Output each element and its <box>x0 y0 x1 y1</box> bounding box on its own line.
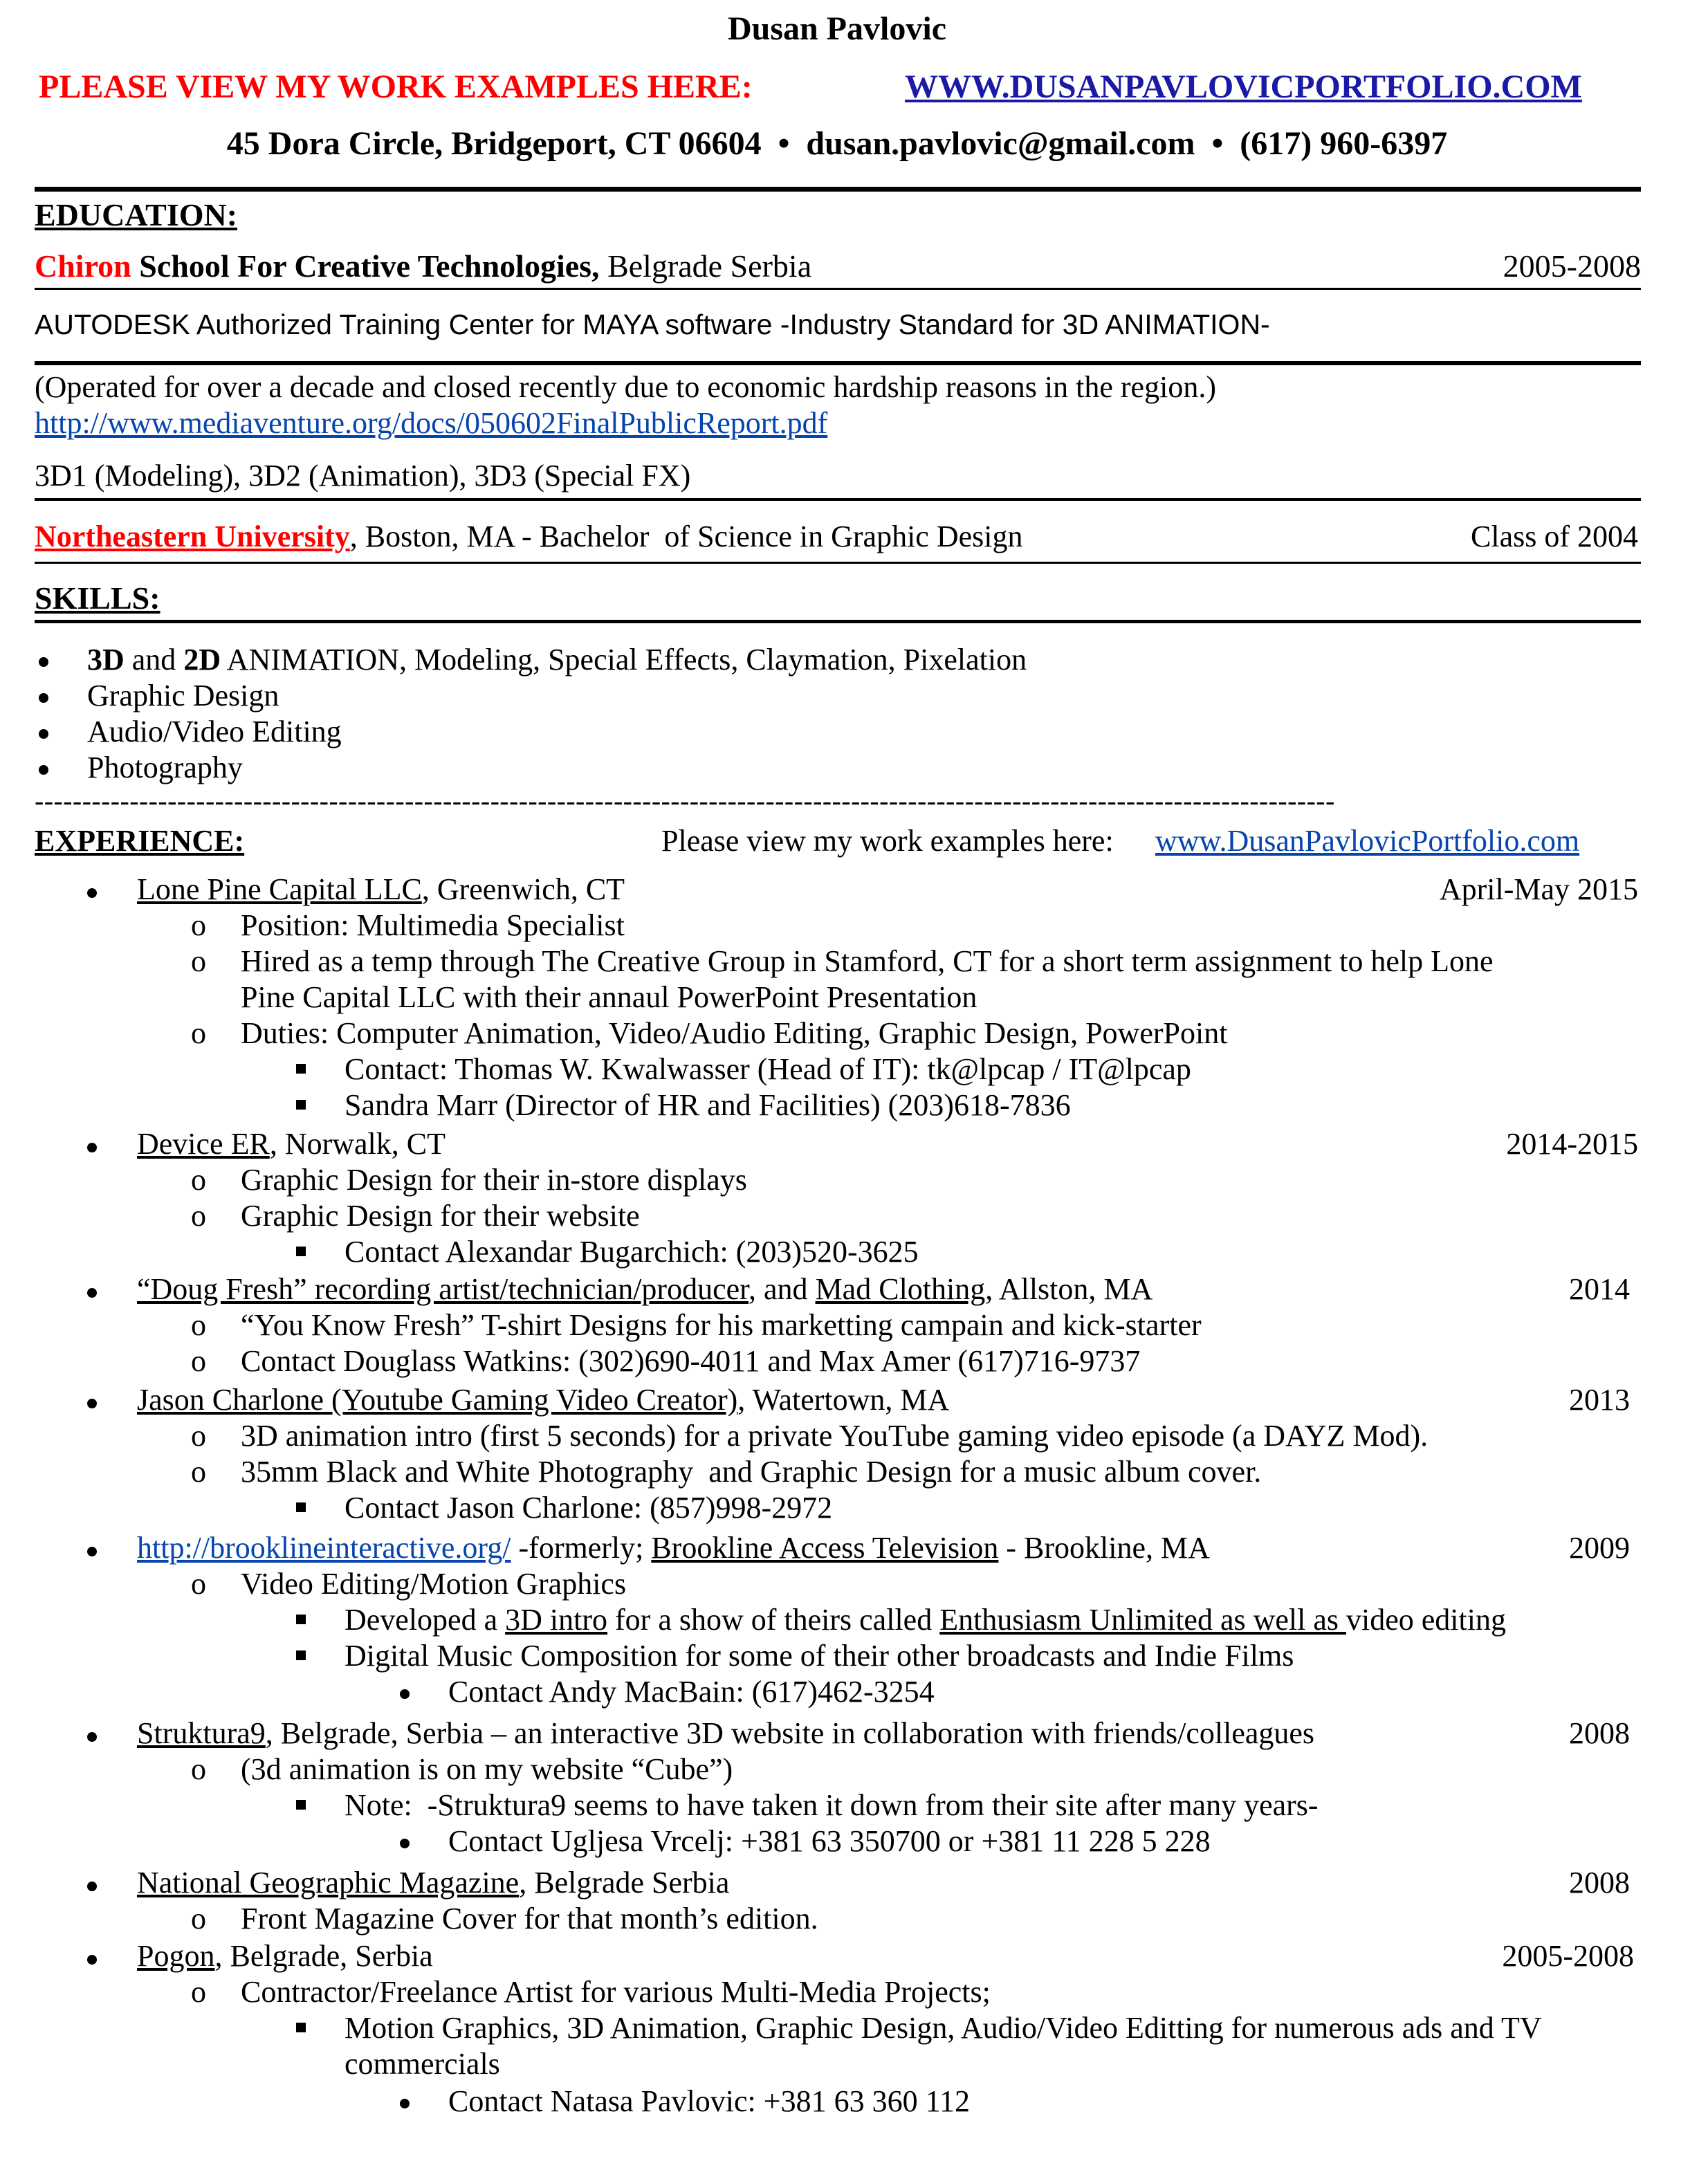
natgeo-line <box>137 1865 729 1901</box>
brookline-sq1 <box>296 1615 306 1628</box>
struktura-loc: , Belgrade, Serbia – an interactive 3D website in collaboration with friends/colleagues <box>265 1716 1315 1750</box>
jason-l1: 3D animation intro (first 5 seconds) for a private YouTube gaming video episode (a DAYZ Mod). <box>241 1419 1429 1453</box>
device-date: 2014-2015 <box>1506 1127 1638 1161</box>
natgeo-date: 2008 <box>1569 1866 1630 1900</box>
lonepine-o2: o <box>191 944 206 978</box>
resume-name: Dusan Pavlovic <box>727 10 947 47</box>
skill-item-2: Graphic Design <box>87 679 279 712</box>
jason-line <box>137 1382 949 1418</box>
lonepine-l1: Position: Multimedia Specialist <box>241 908 625 942</box>
brookline-o1: o <box>191 1567 206 1601</box>
struktura-date: 2008 <box>1569 1716 1630 1750</box>
experience-portfolio-link[interactable]: www.DusanPavlovicPortfolio.com <box>1155 824 1580 858</box>
jason-loc: , Watertown, MA <box>737 1383 950 1417</box>
device-loc: , Norwalk, CT <box>269 1127 446 1161</box>
device-l2: Graphic Design for their website <box>241 1199 640 1233</box>
jason-bullet <box>87 1399 97 1412</box>
skill-2d: 2D <box>183 643 221 677</box>
lonepine-bullet <box>87 888 97 901</box>
skill-animation: ANIMATION, Modeling, Special Effects, Claymation, Pixelation <box>226 643 1027 677</box>
doug-line <box>137 1271 1153 1307</box>
jason-name: Jason Charlone (Youtube Gaming Video Creator) <box>137 1383 738 1417</box>
jason-o2: o <box>191 1455 206 1489</box>
lonepine-o1: o <box>191 908 206 942</box>
northeastern-detail: , Boston, MA - Bachelor of Science in Graphic Design <box>349 520 1023 553</box>
doug-name2: Mad Clothing <box>815 1272 986 1306</box>
device-name: Device ER <box>137 1127 270 1161</box>
northeastern-rule <box>35 562 1641 564</box>
skill-bullet-1 <box>39 657 48 670</box>
lonepine-o3: o <box>191 1016 206 1050</box>
struktura-name: Struktura9 <box>137 1716 266 1750</box>
northeastern-class: Class of 2004 <box>1471 520 1638 553</box>
autodesk-line: AUTODESK Authorized Training Center for MAYA software -Industry Standard for 3D ANIMATION- <box>35 309 1270 340</box>
brookline-date: 2009 <box>1569 1531 1630 1565</box>
struktura-dot3 <box>400 1839 410 1852</box>
struktura-sq1 <box>296 1800 306 1813</box>
device-c1: Contact Alexandar Bugarchich: (203)520-3625 <box>345 1235 919 1269</box>
struktura-o1: o <box>191 1752 206 1786</box>
header-rule <box>35 187 1641 192</box>
device-line <box>137 1126 446 1162</box>
pogon-name: Pogon <box>137 1939 215 1973</box>
education-heading: EDUCATION: <box>35 197 238 232</box>
brookline-bullet <box>87 1547 97 1560</box>
skill-bullet-4 <box>39 765 48 778</box>
doug-bullet <box>87 1288 97 1301</box>
doug-l2: Contact Douglass Watkins: (302)690-4011 and Max Amer (617)716-9737 <box>241 1344 1141 1378</box>
brookline-s1e: video editing <box>1346 1603 1506 1637</box>
brookline-s1d: Enthusiasm Unlimited as well as <box>939 1603 1347 1637</box>
skill-bullet-2 <box>39 693 48 706</box>
lonepine-c2: Sandra Marr (Director of HR and Facilities) (203)618-7836 <box>345 1088 1071 1122</box>
chiron-note: (Operated for over a decade and closed recently due to economic hardship reasons in the region.) <box>35 370 1216 404</box>
struktura-c1: Contact Ugljesa Vrcelj: +381 63 350700 or +381 11 228 5 228 <box>448 1824 1211 1858</box>
portfolio-prompt: PLEASE VIEW MY WORK EXAMPLES HERE: <box>39 68 753 105</box>
device-o1: o <box>191 1163 206 1197</box>
brookline-loc: - Brookline, MA <box>998 1531 1210 1565</box>
natgeo-bullet <box>87 1882 97 1895</box>
brookline-name: Brookline Access Television <box>651 1531 999 1565</box>
pogon-o1: o <box>191 1975 206 2009</box>
lonepine-sq1 <box>296 1064 306 1077</box>
skills-heading: SKILLS: <box>35 580 160 616</box>
jason-l2: 35mm Black and White Photography and Graphic Design for a music album cover. <box>241 1455 1262 1489</box>
northeastern-name: Northeastern University <box>35 520 350 553</box>
autodesk-rule <box>35 361 1641 365</box>
pogon-date: 2005-2008 <box>1502 1939 1634 1973</box>
chiron-rule <box>35 288 1641 290</box>
skill-item-1 <box>87 642 1027 678</box>
skills-rule <box>35 620 1641 623</box>
chiron-years: 2005-2008 <box>1503 248 1641 284</box>
jason-o1: o <box>191 1419 206 1453</box>
struktura-bullet <box>87 1732 97 1745</box>
lonepine-name: Lone Pine Capital LLC <box>137 872 422 906</box>
skill-3d: 3D <box>87 643 125 677</box>
pogon-s1a: Motion Graphics, 3D Animation, Graphic Design, Audio/Video Editting for numerous ads and TV <box>345 2011 1542 2045</box>
brookline-s2: Digital Music Composition for some of their other broadcasts and Indie Films <box>345 1639 1294 1673</box>
device-sq1 <box>296 1247 306 1260</box>
doug-name: “Doug Fresh” recording artist/technician/producer <box>137 1272 749 1306</box>
natgeo-o1: o <box>191 1902 206 1936</box>
skills-divider: ----------------------------------------------------------------------------------------------------------------------------------------- <box>35 785 1335 816</box>
lonepine-loc: , Greenwich, CT <box>421 872 625 906</box>
courses-rule <box>35 498 1641 501</box>
brookline-s1b: 3D intro <box>505 1603 608 1637</box>
pogon-s1b: commercials <box>345 2047 500 2081</box>
struktura-line <box>137 1716 1314 1752</box>
doug-o1: o <box>191 1308 206 1342</box>
doug-mid: , and <box>749 1272 816 1306</box>
portfolio-link[interactable]: WWW.DUSANPAVLOVICPORTFOLIO.COM <box>905 68 1582 105</box>
pogon-line <box>137 1938 433 1974</box>
pogon-dot3 <box>400 2099 410 2112</box>
device-l1: Graphic Design for their in-store displays <box>241 1163 747 1197</box>
doug-loc: , Allston, MA <box>985 1272 1153 1306</box>
natgeo-loc: , Belgrade Serbia <box>519 1866 730 1900</box>
brookline-s1 <box>345 1602 1506 1638</box>
brookline-s1a: Developed a <box>345 1603 506 1637</box>
pogon-c1: Contact Natasa Pavlovic: +381 63 360 112 <box>448 2084 970 2118</box>
pogon-l1: Contractor/Freelance Artist for various Multi-Media Projects; <box>241 1975 991 2009</box>
chiron-name-rest: School For Creative Technologies, <box>139 248 600 284</box>
skill-item-3: Audio/Video Editing <box>87 715 342 748</box>
report-link[interactable]: http://www.mediaventure.org/docs/050602FinalPublicReport.pdf <box>35 406 828 440</box>
skill-item-4: Photography <box>87 751 243 784</box>
device-bullet <box>87 1143 97 1156</box>
pogon-loc: , Belgrade, Serbia <box>214 1939 433 1973</box>
jason-sq1 <box>296 1502 306 1516</box>
lonepine-sq2 <box>296 1100 306 1113</box>
contact-line: 45 Dora Circle, Bridgeport, CT 06604 • dusan.pavlovic@gmail.com • (617) 960-6397 <box>226 125 1448 162</box>
chiron-courses: 3D1 (Modeling), 3D2 (Animation), 3D3 (Special FX) <box>35 459 691 493</box>
chiron-line <box>35 248 811 285</box>
brookline-line <box>137 1530 1210 1566</box>
jason-date: 2013 <box>1569 1383 1630 1417</box>
brookline-c1: Contact Andy MacBain: (617)462-3254 <box>448 1675 935 1709</box>
lonepine-l2b: Pine Capital LLC with their annaul PowerPoint Presentation <box>241 980 977 1014</box>
brookline-sq2 <box>296 1651 306 1664</box>
northeastern-line <box>35 519 1022 555</box>
experience-heading: EXPERIENCE: <box>35 824 245 858</box>
experience-prompt: Please view my work examples here: <box>661 824 1114 858</box>
natgeo-l1: Front Magazine Cover for that month’s edition. <box>241 1902 818 1936</box>
jason-c1: Contact Jason Charlone: (857)998-2972 <box>345 1491 833 1525</box>
skill-and: and <box>131 643 176 677</box>
device-o2: o <box>191 1199 206 1233</box>
brookline-url[interactable]: http://brooklineinteractive.org/ <box>137 1531 511 1565</box>
lonepine-date: April-May 2015 <box>1439 872 1638 906</box>
lonepine-line <box>137 872 625 908</box>
pogon-bullet <box>87 1955 97 1968</box>
brookline-dot3 <box>400 1689 410 1702</box>
pogon-sq1 <box>296 2023 306 2036</box>
brookline-s1c: for a show of theirs called <box>607 1603 940 1637</box>
brookline-l1: Video Editing/Motion Graphics <box>241 1567 627 1601</box>
doug-date: 2014 <box>1569 1272 1630 1306</box>
chiron-location: Belgrade Serbia <box>607 248 812 284</box>
doug-l1: “You Know Fresh” T-shirt Designs for his marketting campain and kick-starter <box>241 1308 1202 1342</box>
lonepine-c1: Contact: Thomas W. Kwalwasser (Head of IT): tk@lpcap / IT@lpcap <box>345 1052 1191 1086</box>
lonepine-l3: Duties: Computer Animation, Video/Audio Editing, Graphic Design, PowerPoint <box>241 1016 1228 1050</box>
lonepine-l2a: Hired as a temp through The Creative Group in Stamford, CT for a short term assignment to help Lone <box>241 944 1494 978</box>
skill-bullet-3 <box>39 729 48 742</box>
doug-o2: o <box>191 1344 206 1378</box>
natgeo-name: National Geographic Magazine <box>137 1866 520 1900</box>
chiron-name-red: Chiron <box>35 248 131 284</box>
struktura-l1: (3d animation is on my website “Cube”) <box>241 1752 733 1786</box>
brookline-mid: -formerly; <box>511 1531 652 1565</box>
struktura-s1: Note: -Struktura9 seems to have taken it down from their site after many years- <box>345 1788 1319 1822</box>
